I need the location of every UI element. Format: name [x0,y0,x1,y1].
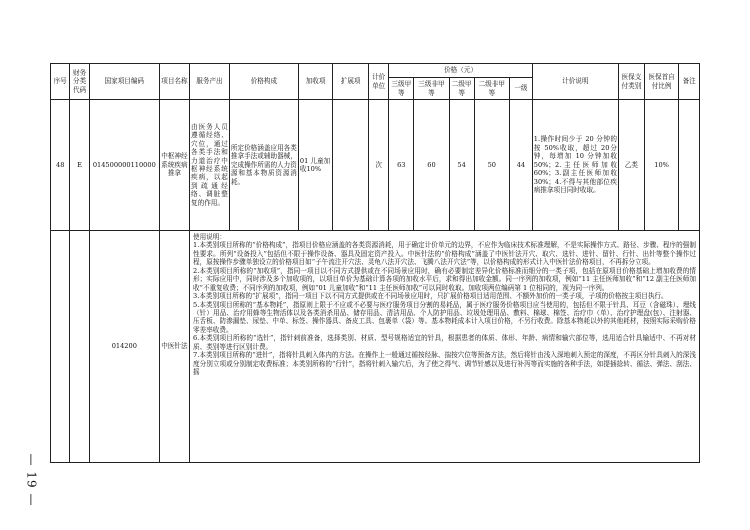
row-seq: 48 [51,100,70,231]
header-service-output: 服务产出 [190,64,230,100]
header-price-composition: 价格构成 [229,64,298,100]
row-category-code: E [70,100,89,231]
row-surcharge: 01 儿童加收10% [298,100,332,231]
header-tier1: 一级 [510,78,533,100]
row-remarks [679,100,700,231]
usage-note: 3.本类别项目所称的“扩展项”，指同一项目下以不同方式提供或在不同场景应用时，只扩展价格项目适用范围、不额外加价的一类子项，子项的价格按主项目执行。 [193,292,668,301]
row-tier2-a: 54 [449,100,474,231]
header-self-pay-ratio: 医保首自付比例 [644,64,678,100]
header-national-code: 国家项目编码 [89,64,159,100]
row-tier2-na: 50 [474,100,510,231]
row-tier3-na: 60 [414,100,450,231]
row-tier3-a: 63 [389,100,414,231]
table-row [51,100,700,231]
row-self-pay-ratio: 10% [644,100,678,231]
header-seq: 序号 [51,64,70,100]
header-category-code: 财务分类代码 [70,64,89,100]
header-tier3-na: 三级非甲等 [414,78,450,100]
usage-note: 1.本类别项目所称的“价格构成”，指项目价格应涵盖的各类资源消耗，用于确定计价单元的边界，不应作为临床技术标准理解，不是实际操作方式、路径、步骤、程序的强制性要求。所列“设备投入”包括但不限于操作设备、器具及固定资产投入。中医针法的“价格构成”涵盖了中医针法开穴、取穴、选针、进针、留针、行针、出针等整个操作过程，原按操作步骤单独设立的价格项目如“子午流注开穴法、灵龟八法开穴法、飞腾八法开穴法”等，以价格构成的形式计入中医针法价格项目，不再拆分立项。 [193,241,696,267]
usage-note: 7.本类别项目所称的“进针”，指将针具刺入体内的方法。在操作上一般通过循按经脉、揣按穴位等预备方法，然后将针由浅入深地刺入预定的深度，不再区分针具刺入的深浅度分别立项或分别制定收费标准；本类别所称的“行针”，指将针刺入输穴后，为了使之得气、调节针感以及进行补泻等而实施的各种手法，如提插捻转、循法、弹法、刮法、摇 [193,351,696,376]
usage-category: 中医针法 [159,231,189,463]
price-table [50,63,700,463]
usage-notes [190,231,700,463]
usage-empty-seq [51,231,70,463]
row-price-notes: 1.操作时间少于 20 分钟的按 50%收取，超过 20分钟，每增加 10 分钟加收 50%；2.主任医师加收 60%；3.副主任医师加收 30%；4.不得与其他部位疾病推拿项目同时收取。 [532,100,618,231]
usage-empty-category [70,231,89,463]
header-extension: 扩展项 [333,64,369,100]
row-item-name: 中枢神经系统疾病推拿 [159,100,189,231]
page-number: — 19 — [24,453,38,507]
usage-row [51,231,700,463]
header-surcharge: 加收项 [298,64,332,100]
header-item-name: 项目名称 [159,64,189,100]
header-insurance-class: 医保支付类别 [618,64,644,100]
header-price-notes: 计价说明 [532,64,618,100]
row-tier1: 44 [510,100,533,231]
row-unit: 次 [368,100,388,231]
header-remarks: 备注 [679,64,700,100]
row-national-code: 014500000110000 [89,100,159,231]
header-unit: 计价单位 [368,64,388,100]
usage-title: 使用说明： [193,233,226,241]
row-extension [333,100,369,231]
header-tier3-a: 三级甲等 [389,78,414,100]
row-service-output: 由医务人员遵循经络、穴位，通过各类手法和力道治疗中枢神经系统疾病，以起到疏通经络、调脏整复的作用。 [190,100,230,231]
usage-code: 014200 [89,231,159,463]
header-tier2-na: 二级非甲等 [474,78,510,100]
header-tier2-a: 二级甲等 [449,78,474,100]
row-price-composition: 所定价格涵盖应用各类推拿手法或辅助器械，完成操作所需的人力资源和基本物质资源消耗。 [229,100,298,231]
usage-note: 5.本类别项目所称的“基本物耗”，指原则上限于不应或不必要与医疗服务项目分割的易耗品，属于医疗服务价格项目应当使用的，包括但不限于针具、耳豆（含磁珠）、埋线（针）用品、治疗用蜂等生物活体以及各类消杀用品、储存用品、清洁用品、个人防护用品、垃圾处理用品、敷料、棉球、棉签、治疗巾（单）、治疗护理盘(包）、注射器、压舌板、防渗漏垫、尿垫、中单、标签、操作器具、备皮工具、包裹单（袋）等。基本物耗成本计入项目价格，不另行收费。除基本物耗以外的其他耗材，按照实际采购价格零差率收费。 [193,300,696,334]
header-price-group: 价格（元） [389,64,532,78]
usage-note: 6.本类别项目所称的“选针”，指针刺前准备，选择类别、材质、型号规格适宜的针具，根据患者的体质、体形、年龄、病情和输穴部位等，选用适合针具输适中、不再对材质、类别等进行区别计费。 [193,334,696,351]
row-insurance-class: 乙类 [618,100,644,231]
usage-note: 2.本类别项目所称的“加收项”，指同一项目以不同方式提供或在不同场景应用时，确有必要制定差异化价格标准而细分的一类子项，包括在原项目价格基础上增加收费的情形；实际应用中，同时涉及多个加收项的，以项目单价为基础计算各项的加收水平后，求和得出加收金额。同一序列的加收项，例如“11 主任医师加收”和“12 副主任医师加收”不重复收费；不同序列的加收项，例如“01 儿童加收”和“11 主任医师加收”可以同时收取。加收项两位编码第 1 位相同的，视为同一序列。 [193,266,696,292]
